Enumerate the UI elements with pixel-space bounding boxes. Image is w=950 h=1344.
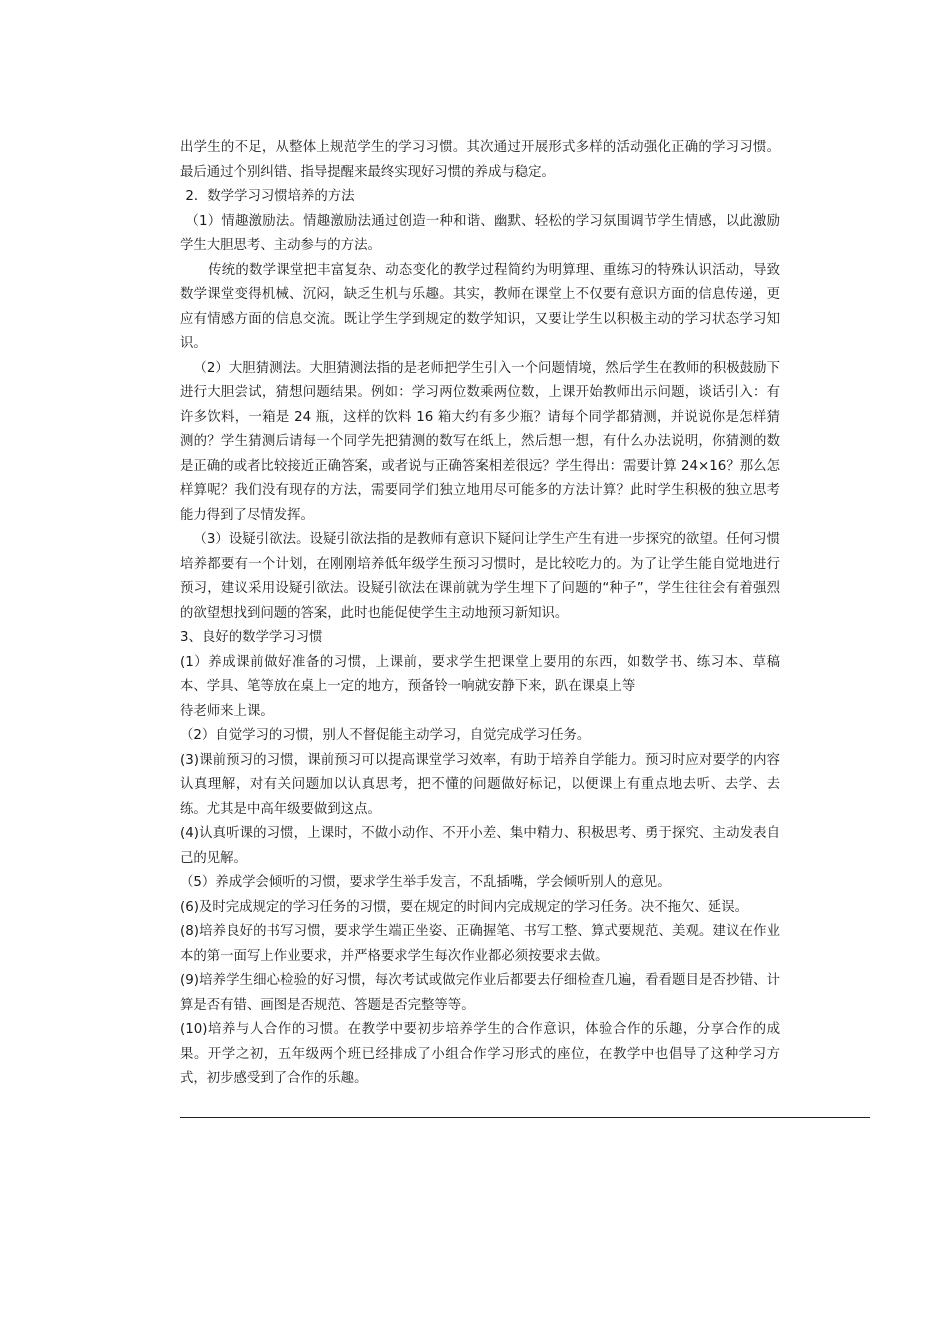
- paragraph-habit-self-study: （2）自觉学习的习惯，别人不督促能主动学习，自觉完成学习任务。: [180, 728, 591, 743]
- paragraph-habit-cooperation: (10)培养与人合作的习惯。在教学中要初步培养学生的合作意识，体验合作的乐趣，分享合作的成果。开学之初，五年级两个班已经排成了小组合作学习形式的座位，在教学中也倡导了这种学习方式，初步感受到了合作的乐趣。: [180, 1022, 780, 1086]
- document-body: [180, 136, 780, 1092]
- paragraph-traditional-classroom: 传统的数学课堂把丰富复杂、动态变化的教学过程简约为明算理、重练习的特殊认识活动，导致数学课堂变得机械、沉闷，缺乏生机与乐趣。其实，教师在课堂上不仅要有意识方面的信息传递，更应有情感方面的信息交流。既让学生学到规定的数学知识，又要让学生以积极主动的学习状态学习知识。: [180, 262, 780, 351]
- paragraph-habit-preview: (3)课前预习的习惯，课前预习可以提高课堂学习效率，有助于培养自学能力。预习时应对要学的内容认真理解，对有关问题加以认真思考，把不懂的问题做好标记，以便课上有重点地去听、去学、去练。尤其是中高年级要做到这点。: [180, 752, 780, 817]
- paragraph-habit-listening-class: (4)认真听课的习惯，上课时，不做小动作、不开小差、集中精力、积极思考、勇于探究、主动发表自己的见解。: [180, 826, 780, 866]
- paragraph-habit-preparation: (1）养成课前做好准备的习惯，上课前，要求学生把课堂上要用的东西，如数学书、练习本、草稿本、学具、笔等放在桌上一定的地方，预备铃一响就安静下来，趴在课桌上等: [180, 654, 780, 694]
- section-heading-methods: 2．数学学习习惯培养的方法: [185, 189, 355, 204]
- paragraph-habit-preparation-cont: 待老师来上课。: [180, 703, 274, 719]
- paragraph-habit-overview: 出学生的不足，从整体上规范学生的学习习惯。其次通过开展形式多样的活动强化正确的学习习惯。最后通过个别纠错、指导提醒来最终实现好习惯的养成与稳定。: [180, 140, 780, 180]
- paragraph-habit-tasks: (6)及时完成规定的学习任务的习惯，要在规定的时间内完成规定的学习任务。决不拖欠、延误。: [180, 899, 748, 915]
- paragraph-bold-guessing: （2）大胆猜测法。大胆猜测法指的是老师把学生引入一个问题情境，然后学生在教师的积极鼓励下进行大胆尝试，猜想问题结果。例如：学习两位数乘两位数，上课开始教师出示问题，谈话引入：有许多饮料，一箱是 24 瓶，这样的饮料 16 箱大约有多少瓶？请每个同学都猜测，并说说你是怎样猜测的？学生猜测后请每一个同学先把猜测的数写在纸上，然后想一想，有什么办法说明，你猜测的数是正确的或者比较接近正确答案，或者说与正确答案相差很远？学生得出：需要计算 24×16？那么怎样算呢？我们没有现存的方法，需要同学们独立地用尽可能多的方法计算？此时学生积极的独立思考能力得到了尽情发挥。: [180, 360, 780, 523]
- paragraph-habit-listening-others: （5）养成学会倾听的习惯，要求学生举手发言，不乱插嘴，学会倾听别人的意见。: [180, 875, 671, 890]
- section-heading-good-habits: 3、良好的数学学习习惯: [180, 630, 323, 645]
- paragraph-habit-writing: (8)培养良好的书写习惯，要求学生端正坐姿、正确握笔、书写工整、算式要规范、美观。建议在作业本的第一面写上作业要求，并严格要求学生每次作业都必须按要求去做。: [180, 924, 780, 964]
- paragraph-habit-checking: (9)培养学生细心检验的好习惯，每次考试或做完作业后都要去仔细检查几遍，看看题目是否抄错、计算是否有错、画图是否规范、答题是否完整等等。: [180, 973, 780, 1013]
- footer-divider-line: [180, 1117, 870, 1118]
- paragraph-questioning-method: （3）设疑引欲法。设疑引欲法指的是教师有意识下疑问让学生产生有进一步探究的欲望。任何习惯培养都要有一个计划，在刚刚培养低年级学生预习习惯时，是比较吃力的。为了让学生能自觉地进行预习，建议采用设疑引欲法。设疑引欲法在课前就为学生埋下了问题的“种子”，学生往往会有着强烈的欲望想找到问题的答案，此时也能促使学生主动地预习新知识。: [180, 532, 780, 621]
- paragraph-interest-motivation: （1）情趣激励法。情趣激励法通过创造一种和谐、幽默、轻松的学习氛围调节学生情感，以此激励学生大胆思考、主动参与的方法。: [180, 213, 780, 253]
